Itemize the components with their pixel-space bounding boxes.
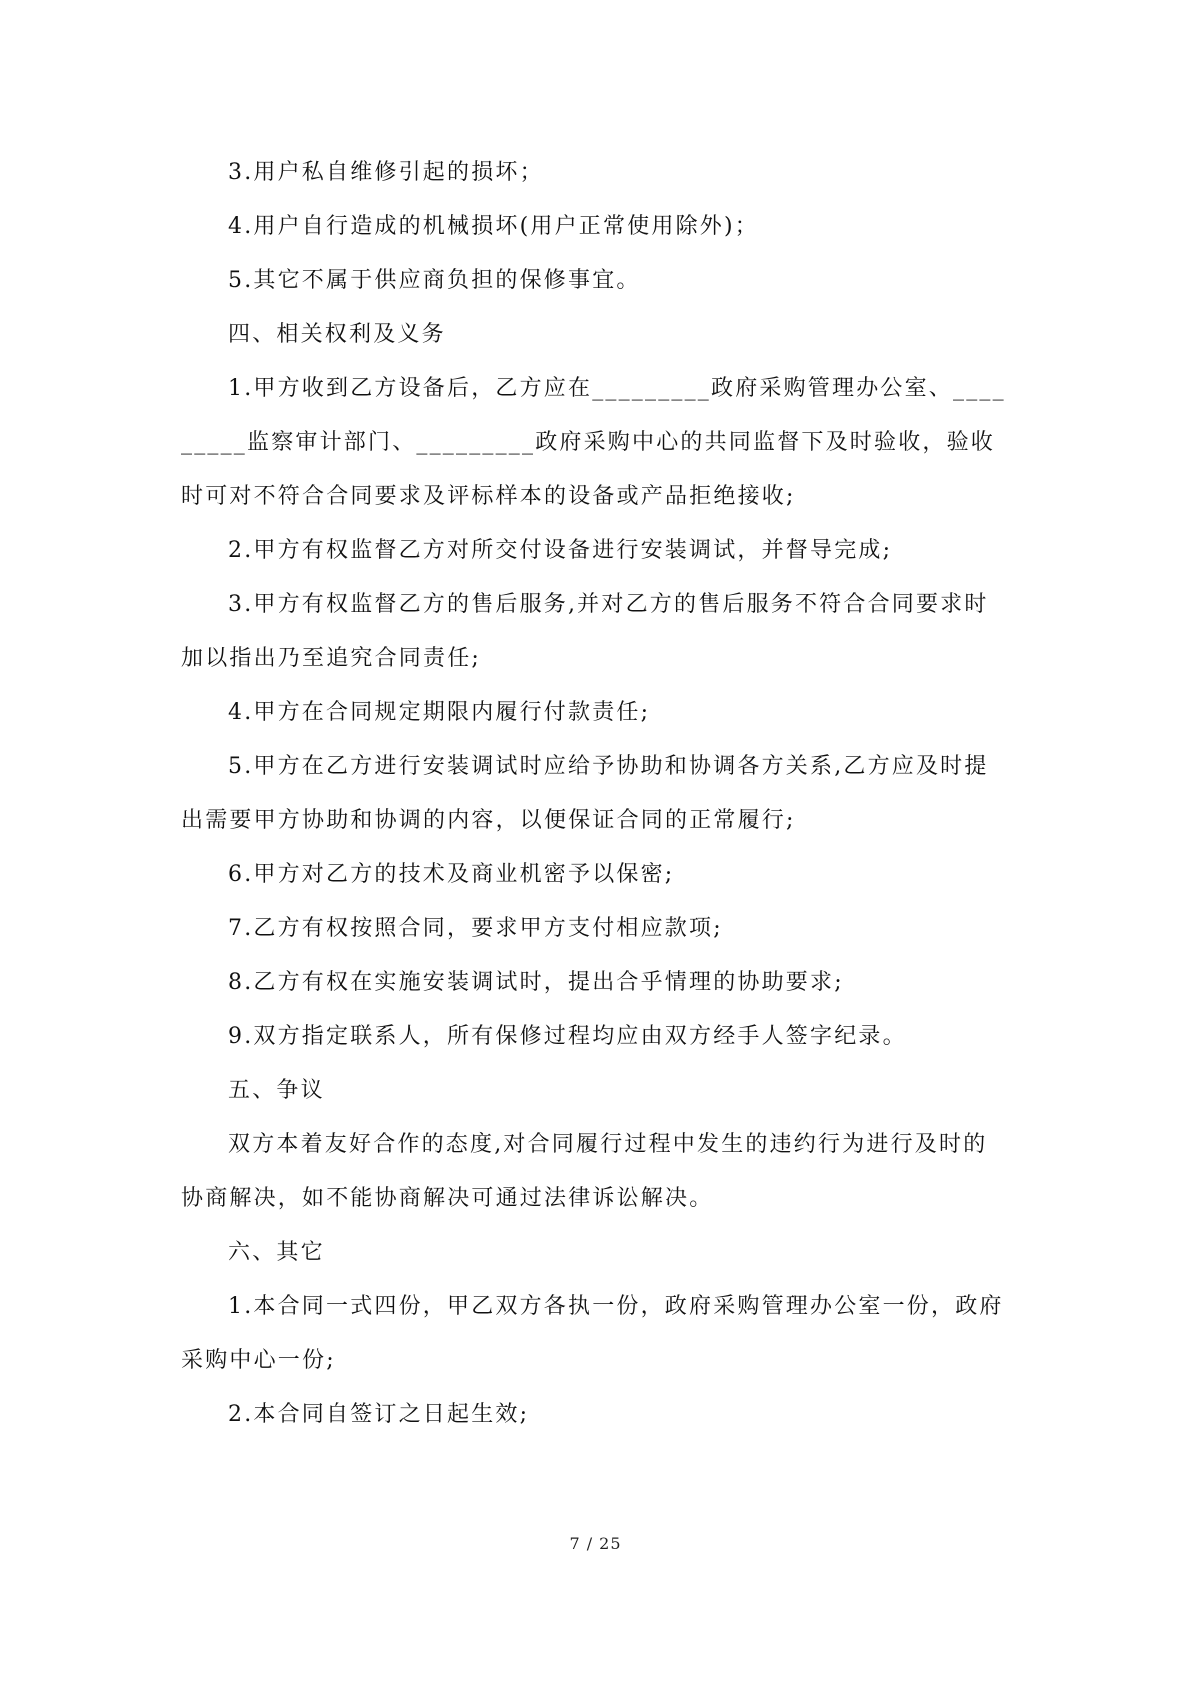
page-number: 7 / 25 [569,1534,622,1553]
paragraph-rights-item-9: 9.双方指定联系人，所有保修过程均应由双方经手人签字纪录。 [228,1024,907,1049]
paragraph-rights-item-7: 7.乙方有权按照合同，要求甲方支付相应款项; [228,916,723,941]
paragraph-warranty-item-3: 3.用户私自维修引起的损坏； [228,160,544,185]
paragraph-disputes: 双方本着友好合作的态度,对合同履行过程中发生的违约行为进行及时的协商解决，如不能协商解决可通过法律诉讼解决。 [181,1132,988,1211]
paragraph-rights-item-4: 4.甲方在合同规定期限内履行付款责任; [228,700,651,725]
paragraph-warranty-item-5: 5.其它不属于供应商负担的保修事宜。 [228,268,641,293]
paragraph-warranty-item-4: 4.用户自行造成的机械损坏(用户正常使用除外)； [228,214,759,239]
paragraph-rights-item-3: 3.甲方有权监督乙方的售后服务,并对乙方的售后服务不符合合同要求时加以指出乃至追究合同责任; [181,592,989,671]
paragraph-rights-item-8: 8.乙方有权在实施安装调试时，提出合乎情理的协助要求; [228,970,844,995]
section-heading-other: 六、其它 [228,1240,325,1265]
section-heading-rights-obligations: 四、相关权利及义务 [228,322,446,347]
paragraph-other-item-2: 2.本合同自签订之日起生效; [228,1402,530,1427]
paragraph-rights-item-5: 5.甲方在乙方进行安装调试时应给予协助和协调各方关系,乙方应及时提出需要甲方协助和协调的内容，以便保证合同的正常履行; [181,754,989,833]
paragraph-other-item-1: 1.本合同一式四份，甲乙双方各执一份，政府采购管理办公室一份，政府采购中心一份; [181,1294,1004,1373]
document-body [181,146,1011,1442]
paragraph-rights-item-1: 1.甲方收到乙方设备后，乙方应在_________政府采购管理办公室、_________监察审计部门、_________政府采购中心的共同监督下及时验收，验收时可对不符合合同要求及评标样本的设备或产品拒绝接收; [181,376,1006,509]
paragraph-rights-item-6: 6.甲方对乙方的技术及商业机密予以保密; [228,862,675,887]
section-heading-disputes: 五、争议 [228,1078,325,1103]
paragraph-rights-item-2: 2.甲方有权监督乙方对所交付设备进行安装调试，并督导完成; [228,538,893,563]
